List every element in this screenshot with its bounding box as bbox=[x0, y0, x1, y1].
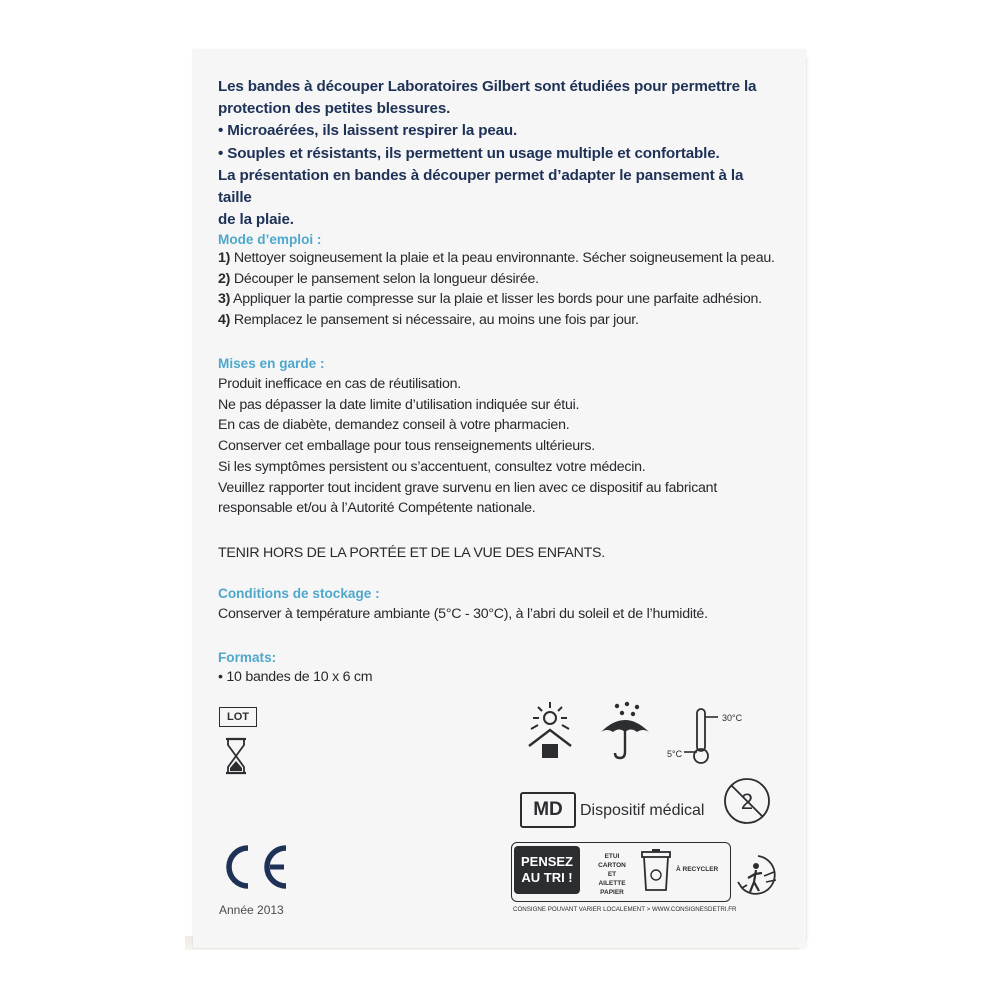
warning-line: Si les symptômes persistent ou s’accentuent, consultez votre médecin. bbox=[218, 458, 646, 475]
warning-line: responsable et/ou à l’Autorité Compétente nationale. bbox=[218, 500, 536, 517]
intro-bullet: • Souples et résistants, ils permettent un usage multiple et confortable. bbox=[218, 143, 778, 165]
etui-line: CARTON bbox=[598, 862, 626, 869]
intro-line: Les bandes à découper Laboratoires Gilbert sont étudiées pour permettre la bbox=[218, 78, 757, 95]
warning-line: Ne pas dépasser la date limite d’utilisation indiquée sur étui. bbox=[218, 396, 580, 413]
do-not-reuse-icon bbox=[722, 776, 772, 826]
stockage-text-block bbox=[218, 604, 778, 625]
step-text: Nettoyer soigneusement la plaie et la peau environnante. Sécher soigneusement la peau. bbox=[230, 250, 775, 266]
triman-recycling-icon bbox=[734, 852, 782, 898]
step-number: 3) bbox=[218, 291, 231, 308]
temp-high-label: 30°C bbox=[722, 713, 743, 723]
warning-line: Produit inefficace en cas de réutilisation. bbox=[218, 376, 461, 392]
md-badge: MD bbox=[520, 792, 576, 828]
stockage-heading: Conditions de stockage : bbox=[218, 586, 380, 601]
consigne-text: CONSIGNE POUVANT VARIER LOCALEMENT > WWW.CONSIGNESDETRI.FR bbox=[513, 906, 737, 913]
trash-bin-icon bbox=[640, 848, 672, 894]
mises-en-garde-heading: Mises en garde : bbox=[218, 356, 325, 371]
lot-symbol: LOT bbox=[219, 707, 257, 727]
step-number: 2) bbox=[218, 270, 231, 287]
etui-line: AILETTE bbox=[598, 880, 626, 887]
mode-emploi-steps bbox=[218, 248, 778, 331]
annee-label: Année 2013 bbox=[219, 903, 284, 917]
step-number: 4) bbox=[218, 312, 231, 329]
children-warning bbox=[218, 543, 778, 564]
pensez-line: AU TRI ! bbox=[521, 870, 573, 885]
etui-line: ET bbox=[607, 871, 617, 878]
step-text: Découper le pansement selon la longueur désirée. bbox=[230, 270, 539, 287]
intro-line: de la plaie. bbox=[218, 211, 294, 229]
warning-line: Veuillez rapporter tout incident grave survenu en lien avec ce dispositif au fabricant bbox=[218, 479, 718, 496]
pensez-au-tri-badge bbox=[514, 846, 580, 894]
ce-mark-icon bbox=[218, 844, 290, 890]
step-line bbox=[218, 269, 778, 290]
formats-block bbox=[218, 667, 778, 688]
step-text: Remplacez le pansement si nécessaire, au moins une fois par jour. bbox=[230, 312, 639, 329]
step-text: Appliquer la partie compresse sur la plaie et lisser les bords pour une parfaite adhésion. bbox=[230, 291, 762, 308]
intro-text bbox=[218, 76, 778, 231]
step-line bbox=[218, 289, 778, 310]
do-not-reuse-number: 2 bbox=[740, 789, 754, 814]
step-line bbox=[218, 248, 778, 269]
children-warning-text: TENIR HORS DE LA PORTÉE ET DE LA VUE DES ENFANTS. bbox=[218, 545, 605, 561]
etui-line: ETUI bbox=[604, 853, 620, 860]
warning-line: Conserver cet emballage pour tous renseignements ultérieurs. bbox=[218, 438, 595, 455]
mode-emploi-heading: Mode d’emploi : bbox=[218, 232, 322, 247]
stockage-text: Conserver à température ambiante (5°C - 30°C), à l’abri du soleil et de l’humidité. bbox=[218, 606, 708, 622]
temperature-limit-icon bbox=[684, 707, 724, 767]
pensez-line: PENSEZ bbox=[520, 854, 573, 869]
step-number: 1) bbox=[218, 250, 231, 266]
etui-label bbox=[590, 852, 634, 897]
etui-line: PAPIER bbox=[600, 889, 624, 896]
temp-low-label: 5°C bbox=[667, 749, 683, 759]
intro-line: protection des petites blessures. bbox=[218, 100, 451, 118]
formats-heading: Formats: bbox=[218, 650, 277, 665]
keep-away-from-sunlight-icon bbox=[521, 700, 579, 762]
recycler-label: À RECYCLER bbox=[676, 866, 719, 873]
warning-line: En cas de diabète, demandez conseil à votre pharmacien. bbox=[218, 417, 570, 434]
md-label: Dispositif médical bbox=[580, 802, 705, 819]
formats-item: • 10 bandes de 10 x 6 cm bbox=[218, 669, 373, 685]
hourglass-expiry-icon bbox=[224, 737, 248, 775]
mises-en-garde-list bbox=[218, 374, 778, 519]
intro-line: La présentation en bandes à découper permet d’adapter le pansement à la taille bbox=[218, 166, 744, 207]
step-line bbox=[218, 310, 778, 331]
keep-dry-umbrella-icon bbox=[597, 700, 653, 762]
intro-bullet: • Microaérées, ils laissent respirer la peau. bbox=[218, 120, 778, 142]
